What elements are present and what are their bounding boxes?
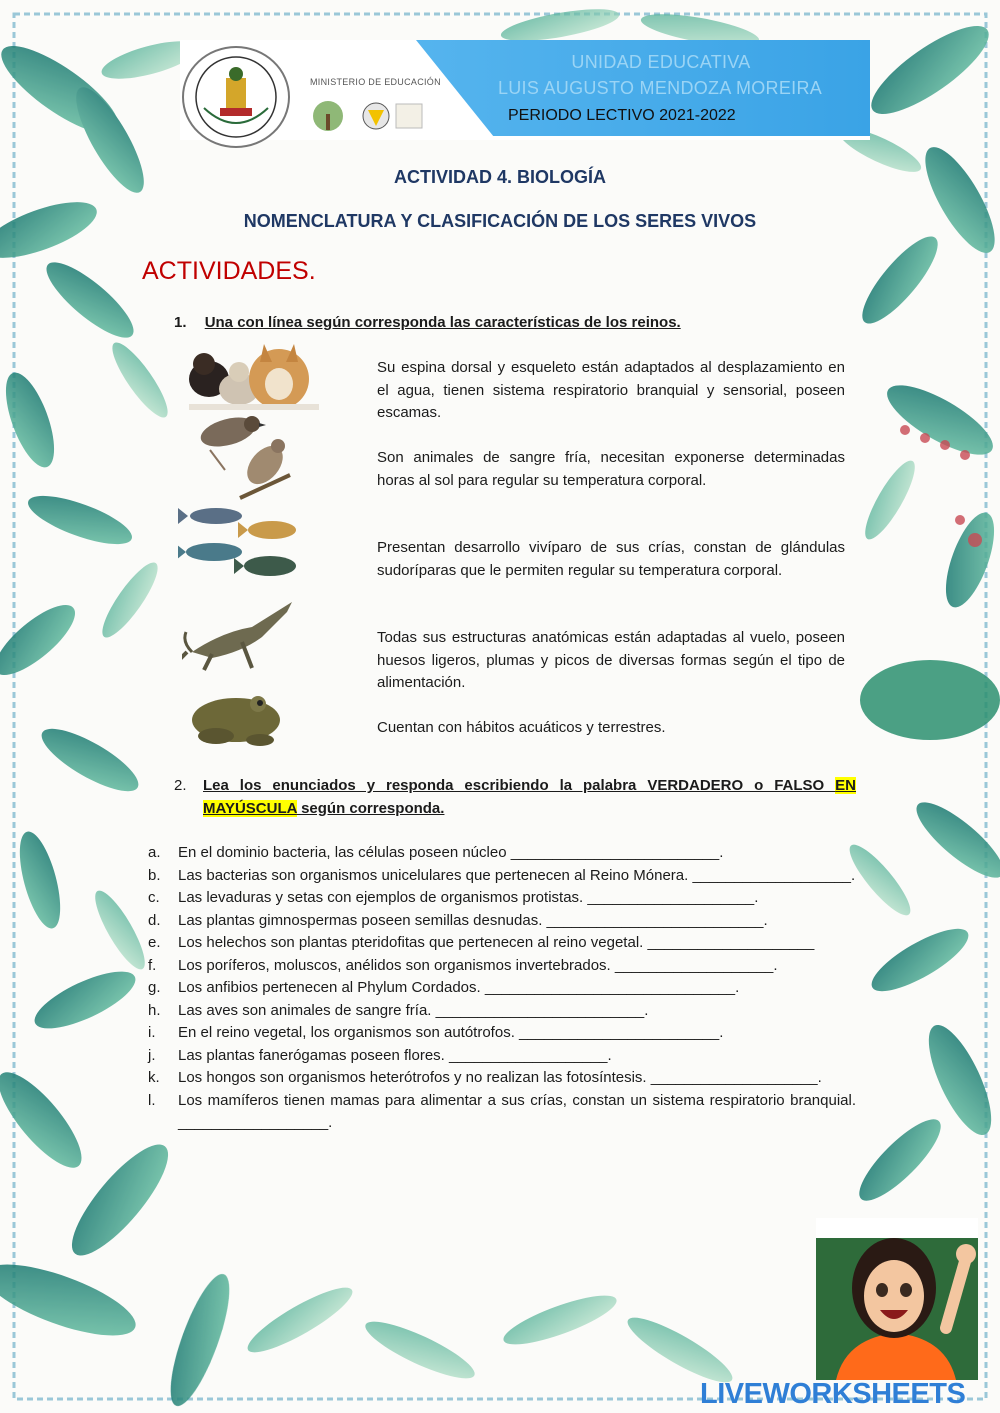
description-1[interactable]: Su espina dorsal y esqueleto están adaptados al desplazamiento en el agua, tienen sistema respiratorio branquial y sensorial, poseen escamas. [377, 359, 845, 421]
school-name-line2: LUIS AUGUSTO MENDOZA MOREIRA [497, 78, 823, 98]
page-subtitle: NOMENCLATURA Y CLASIFICACIÓN DE LOS SERES VIVOS [243, 211, 757, 231]
question-2-text-after: según corresponda. [296, 799, 445, 817]
true-false-list [148, 842, 856, 1135]
question-1-text: Una con línea según corresponda las características de los reinos. [204, 314, 681, 331]
list-item[interactable]: i. En el reino vegetal, los organismos son autótrofos. ________________________. [148, 1024, 724, 1041]
question-2 [174, 775, 856, 820]
list-item[interactable]: k. Los hongos son organismos heterótrofos y no realizan las fotosíntesis. ____________________. [148, 1069, 822, 1086]
list-item[interactable]: a. En el dominio bacteria, las células poseen núcleo _________________________. [148, 844, 724, 861]
section-heading: ACTIVIDADES. [142, 257, 316, 285]
list-item[interactable]: l. Los mamíferos tienen mamas para alimentar a sus crías, constan un sistema respiratorio branquial. __________________. [148, 1091, 856, 1131]
amphibian-image[interactable] [186, 684, 286, 750]
list-item[interactable]: f. Los poríferos, moluscos, anélidos son organismos invertebrados. ___________________. [148, 956, 778, 974]
question-2-number: 2. [174, 777, 187, 794]
list-item[interactable]: j. Las plantas fanerógamas poseen flores. ___________________. [148, 1046, 612, 1064]
teacher-avatar [816, 1218, 978, 1380]
list-item[interactable]: c. Las levaduras y setas con ejemplos de organismos protistas. ____________________. [148, 889, 759, 906]
description-4[interactable]: Todas sus estructuras anatómicas están adaptadas al vuelo, poseen huesos ligeros, plumas y picos de diversas formas según el tipo de alimentación. [377, 629, 845, 691]
ministry-label: MINISTERIO DE EDUCACIÓN [310, 77, 441, 87]
school-logo [182, 46, 290, 148]
question-2-text: Lea los enunciados y responda escribiendo la palabra VERDADERO o FALSO [203, 777, 836, 794]
list-item[interactable]: g. Los anfibios pertenecen al Phylum Cordados. ______________________________. [148, 979, 740, 996]
reptile-image[interactable] [182, 592, 298, 674]
description-3[interactable]: Presentan desarrollo vivíparo de sus crías, constan de glándulas sudoríparas que le permiten regular su temperatura corporal. [377, 539, 845, 579]
list-item[interactable]: b. Las bacterias son organismos unicelulares que pertenecen al Reino Mónera. ___________________. [148, 866, 856, 884]
birds-image[interactable] [180, 410, 300, 500]
page-title: ACTIVIDAD 4. BIOLOGÍA [393, 167, 606, 187]
question-2-highlight: EN MAYÚSCULA [203, 777, 856, 817]
list-item[interactable]: d. Las plantas gimnospermas poseen semillas desnudas. __________________________. [148, 911, 768, 929]
question-1-number: 1. [174, 314, 187, 331]
school-period: PERIODO LECTIVO 2021-2022 [508, 107, 736, 124]
liveworksheets-watermark: LIVEWORKSHEETS [700, 1378, 966, 1410]
list-item[interactable]: e. Los helechos son plantas pteridofitas que pertenecen al reino vegetal. ____________________ [148, 934, 815, 951]
question-1 [174, 314, 681, 331]
school-name-line1: UNIDAD EDUCATIVA [571, 52, 751, 72]
description-2[interactable]: Son animales de sangre fría, necesitan exponerse determinadas horas al sol para regular su temperatura corporal. [377, 449, 845, 489]
description-5[interactable]: Cuentan con hábitos acuáticos y terrestres. [377, 719, 666, 736]
government-logos [308, 96, 428, 136]
mammals-image[interactable] [184, 334, 324, 416]
fish-image[interactable] [178, 504, 302, 586]
list-item[interactable]: h. Las aves son animales de sangre fría. _________________________. [148, 1001, 649, 1019]
